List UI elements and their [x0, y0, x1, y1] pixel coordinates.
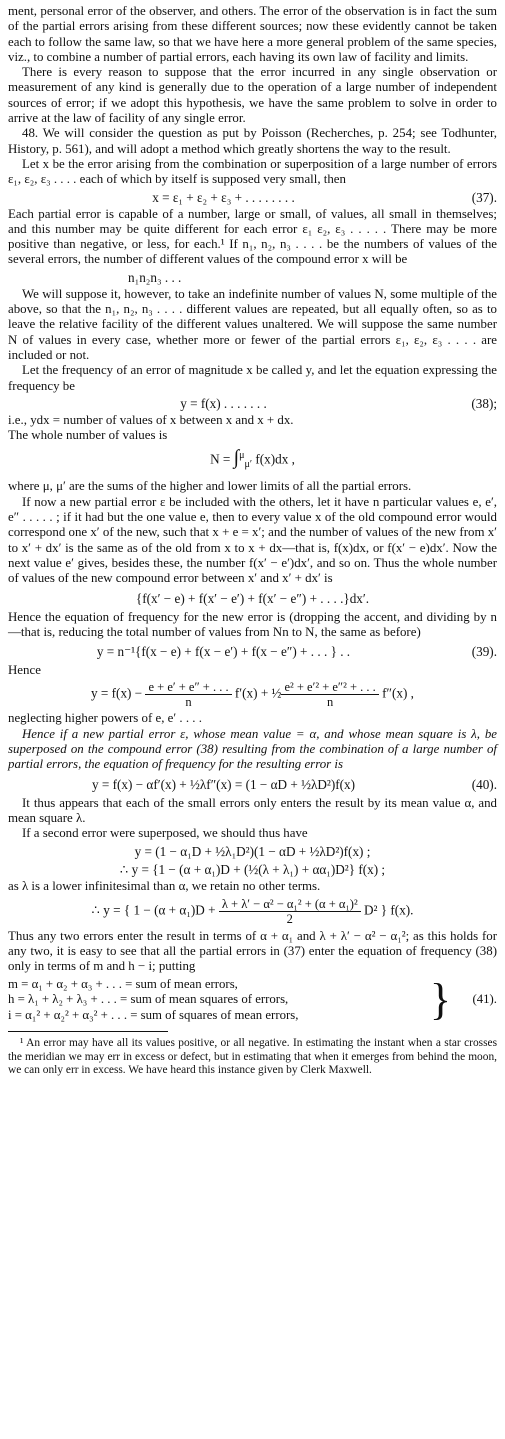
paragraph: as λ is a lower infinitesimal than α, we retain no other terms.: [8, 878, 321, 893]
taylor-lhs: y = f(x) −: [91, 685, 146, 701]
paragraph: Each partial error is capable of a number, large or small, of values, all small in themselves; and this number may be quite different for each error ε₁ ε₂, ε₃ . . . . . There may be more positive than negative, or less, for each.¹ If n₁, n₂, n₃ . . . . be the numbers of values of the several errors, the number of different values of the compound error x will be: [8, 206, 497, 267]
equation-taylor: [8, 680, 497, 709]
equation-body: y = (1 − α₁D + ½λ₁D²)(1 − αD + ½λD²)f(x) ;: [134, 843, 371, 859]
equation-body: [8, 680, 497, 709]
paragraph: We will suppose it, however, to take an indefinite number of values N, some multiple of the above, so that the n₁, n₂, n₃ . . . . different values are repeated, but all equally often, so as to leave the relative facility of the different values unaltered. We will suppose the same number N of values in every case, whether more or fewer of the partial errors ε₁, ε₂, ε₃ . . . . are included or not.: [8, 286, 497, 362]
equation-40: [8, 776, 497, 793]
denominator: 2: [286, 911, 293, 926]
equation-body: [8, 897, 497, 926]
integral-lhs: N =: [210, 451, 234, 467]
paragraph: There is every reason to suppose that the error incurred in any single observation or measurement of any kind is generally due to the operation of a large number of independent sources of error; if we adopt this hypothesis, we have the same problem to solve in order to arrive at the law of facility of any single error.: [8, 65, 497, 126]
fraction: [281, 680, 378, 709]
equation-final: [8, 897, 497, 926]
numerator: e + e′ + e″ + . . .: [145, 680, 231, 695]
equation-body: y = n⁻¹{f(x − e) + f(x − e′) + f(x − e″) + . . . } . .: [96, 644, 351, 660]
integral-lower-limit: μ′: [244, 459, 253, 471]
equation-37: [8, 189, 497, 206]
right-brace: }: [429, 974, 451, 1024]
denominator: n: [327, 695, 334, 710]
fraction: [145, 680, 231, 709]
paragraph: where μ, μ′ are the sums of the higher and lower limits of all the partial errors.: [8, 479, 412, 494]
paragraph: Let the frequency of an error of magnitude x be called y, and let the equation expressing the frequency be: [8, 363, 497, 393]
paragraph-theorem: Hence if a new partial error ε, whose mean value = α, and whose mean square is λ, be superposed on the compound error (38) resulting from the combination of a large number of partial errors, the equation of frequency for the resulting error is: [8, 726, 497, 772]
equation-body: n₁n₂n₃ . . .: [128, 269, 182, 285]
numerator: e² + e′² + e″² + . . .: [281, 680, 378, 695]
equation-number: (37).: [471, 189, 497, 205]
paragraph-section-48: 48. We will consider the question as put by Poisson (Recherches, p. 254; see Todhunter, History, p. 561), and will adopt a method which greatly shortens the way to the result.: [8, 126, 497, 156]
integral-sign: ∫: [233, 446, 240, 469]
paragraph: Hence the equation of frequency for the new error is (dropping the accent, and dividing by n—that is, reducing the total number of values from Nn to N, the same as before): [8, 609, 497, 639]
equation-body: x = ε₁ + ε₂ + ε₃ + . . . . . . . .: [152, 189, 295, 205]
final-rhs: D² } f(x).: [360, 902, 414, 918]
equation-product: [8, 269, 497, 286]
equation-41-lines: [8, 977, 430, 1024]
equation-body: y = f(x) − αf′(x) + ½λf″(x) = (1 − αD + ½λD²)f(x): [92, 776, 355, 792]
paragraph: Thus any two errors enter the result in terms of α + α₁ and λ + λ′ − α² − α₁²; as this holds for any two, it is easy to see that all the partial errors in (37) enter the equation of frequency (38) only in terms of m and h − i; putting: [8, 928, 497, 974]
equation-body: [8, 447, 497, 473]
paragraph: It thus appears that each of the small errors only enters the result by its mean value α, and mean square λ.: [8, 795, 497, 825]
taylor-mid: f′(x) + ½: [231, 685, 282, 701]
equation-second-b: [8, 861, 497, 878]
equation-number: (39).: [471, 644, 497, 660]
taylor-end: f″(x) ,: [378, 685, 414, 701]
equation-39: [8, 643, 497, 660]
denominator: n: [185, 695, 192, 710]
paragraph: Let x be the error arising from the combination or superposition of a large number of errors ε₁, ε₂, ε₃ . . . . each of which by itself is supposed very small, then: [8, 156, 497, 187]
equation-body: ∴ y = {1 − (α + α₁)D + (½(λ + λ₁) + αα₁)D²} f(x) ;: [119, 861, 386, 877]
paragraph: If now a new partial error ε be included with the others, let it have n particular values e, e′, e″ . . . . . ; if it had but the one value e, then to every value x of the old compound error would correspond one x′ of the new, such that x + e = x′; and the number of values of the new from x′ to x′ + dx′ is the same as of the old from x to x + dx—that is, f(x)dx, or f(x′ − e)dx′. Now the next value e′ gives, besides these, the number f(x′ − e′)dx′, and so on. Thus the whole number of values of the new compound error between x′ and x′ + dx′ is: [8, 494, 497, 586]
equation-sum-frequency: [8, 590, 497, 607]
fraction: [219, 897, 361, 926]
paragraph: If a second error were superposed, we should thus have: [22, 826, 308, 841]
equation-body: y = f(x) . . . . . . .: [180, 395, 267, 411]
system-line: i = α₁² + α₂² + α₃² + . . . = sum of squares of mean errors,: [8, 1007, 299, 1022]
numerator: λ + λ′ − α² − α₁² + (α + α₁)²: [219, 897, 361, 912]
system-line: h = λ₁ + λ₂ + λ₃ + . . . = sum of mean squares of errors,: [8, 992, 289, 1007]
equation-second-a: [8, 843, 497, 860]
equation-41-system: [8, 974, 497, 1024]
equation-number: (40).: [471, 776, 497, 792]
integral-upper-limit: μ: [239, 450, 245, 462]
equation-number: (41).: [472, 992, 497, 1007]
paragraph: ment, personal error of the observer, and others. The error of the observation is in fact the sum of the partial errors arising from these different sources; now these evidently cannot be taken each to follow the same law, so that we have here a more general problem of the same species, viz., to combine a number of partial errors, each having its own law of facility and limits.: [8, 4, 497, 64]
equation-number: (38);: [471, 395, 497, 411]
footnote-rule: [8, 1031, 168, 1032]
footnote: ¹ An error may have all its values positive, or all negative. In estimating the instant when a star crosses the meridian we may err in excess or defect, but in estimating that when it emerges from behind the moon, we can only err in excess. We have heard this instance given by Clerk Maxwell.: [8, 1037, 497, 1076]
paragraph: i.e., ydx = number of values of x between x and x + dx.: [8, 412, 294, 427]
final-lhs: ∴ y = { 1 − (α + α₁)D +: [91, 902, 219, 918]
paragraph: The whole number of values is: [8, 428, 168, 443]
paragraph: neglecting higher powers of e, e′ . . . .: [8, 711, 202, 726]
document-page: [8, 4, 497, 1077]
equation-integral: [8, 447, 497, 473]
paragraph: Hence: [8, 663, 41, 678]
equation-38: [8, 395, 497, 412]
integrand: f(x)dx ,: [255, 451, 295, 467]
equation-body: {f(x′ − e) + f(x′ − e′) + f(x′ − e″) + . . . .}dx′.: [135, 590, 370, 606]
system-line: m = α₁ + α₂ + α₃ + . . . = sum of mean errors,: [8, 976, 238, 991]
